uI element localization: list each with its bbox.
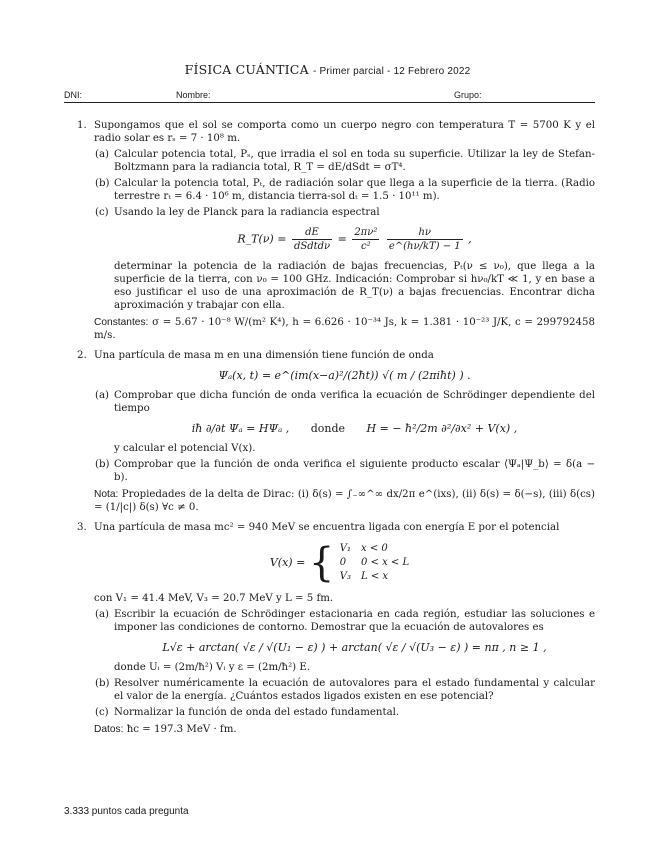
subquestion-3a	[94, 608, 595, 674]
data-note	[94, 723, 595, 736]
data-text: ħc = 197.3 MeV · fm.	[126, 724, 237, 735]
course-title: FÍSICA CUÁNTICA	[184, 62, 309, 77]
eq-equals: =	[337, 232, 347, 246]
question-number: 3.	[77, 522, 87, 533]
exam-content	[64, 119, 595, 743]
frac-bottom: c²	[361, 241, 371, 252]
eq-lhs: V(x) =	[269, 556, 306, 569]
eq-lhs: R_T(ν) =	[237, 232, 287, 246]
nombre-label: Nombre:	[176, 90, 211, 100]
subquestion-2a	[94, 389, 595, 455]
eq-end: ,	[468, 232, 472, 246]
student-info-row	[64, 90, 595, 103]
question-intro: Una partícula de masa m en una dimensión tiene función de onda	[94, 350, 434, 361]
schrodinger-equation	[114, 422, 595, 435]
exam-subtitle: - Primer parcial - 12 Febrero 2022	[313, 66, 471, 77]
sub-text: Usando la ley de Planck para la radiancia espectral	[114, 207, 380, 218]
sub-text: Normalizar la función de onda del estado fundamental.	[114, 707, 400, 718]
left-brace-icon: {	[308, 540, 335, 586]
constants-note	[94, 316, 595, 342]
grupo-label: Grupo:	[454, 90, 482, 100]
constants-text: σ = 5.67 · 10⁻⁸ W/(m² K⁴), h = 6.626 · 10⁻³⁴ Js, k = 1.381 · 10⁻²³ J/K, c = 299792458 m/s.	[94, 317, 595, 341]
eq-right: H = − ħ²/2m ∂²/∂x² + V(x) ,	[366, 422, 518, 435]
case-row	[340, 571, 417, 583]
question-number: 2.	[77, 350, 87, 361]
potential-cases	[338, 541, 419, 585]
sub-label: (c)	[95, 707, 109, 718]
sub-text: Comprobar que dicha función de onda verifica la ecuación de Schrödinger dependiente del tiempo	[114, 390, 595, 414]
sub-label: (a)	[95, 609, 110, 620]
constants-label: Constantes:	[94, 317, 149, 328]
eigenvalue-equation: L√ε + arctan( √ε / √(U₁ − ε) ) + arctan( √ε / √(U₃ − ε) ) = nπ , n ≥ 1 ,	[162, 641, 547, 654]
planck-equation	[114, 226, 595, 253]
question-3	[64, 521, 595, 736]
wavefunction-equation: Ψₐ(x, t) = e^(im(x−a)²/(2ħt)) √( m / (2πiħt) ) .	[218, 369, 471, 382]
points-footer: 3.333 puntos cada pregunta	[64, 806, 189, 817]
exam-title	[0, 62, 655, 77]
sub-label: (b)	[95, 178, 110, 189]
frac-bottom: e^(hν/kT) − 1	[388, 241, 461, 252]
subquestion-3c	[94, 706, 595, 719]
sub-text-continued: donde Uᵢ = (2m/ħ²) Vᵢ y ε = (2m/ħ²) E.	[114, 662, 311, 673]
subquestion-1c	[94, 206, 595, 312]
sub-text: Escribir la ecuación de Schrödinger estacionaria en cada región, estudiar las soluciones e imponer las condiciones de contorno. Demostrar que la ecuación de autovalores es	[114, 609, 595, 633]
frac-top: 2πν²	[354, 227, 378, 238]
sub-text: Comprobar que la función de onda verifica el siguiente producto escalar ⟨Ψₐ|Ψ_b⟩ = δ(a − b).	[114, 459, 595, 483]
subquestion-2b	[94, 458, 595, 484]
note-label: Nota:	[94, 489, 119, 500]
eq-fraction	[352, 226, 379, 253]
note-text: Propiedades de la delta de Dirac: (i) δ(s) = ∫₋∞^∞ dx/2π e^(ixs), (ii) δ(s) = δ(−s), (iii) δ(cs) = (1/|c|) δ(s) ∀c ≠ 0.	[94, 489, 595, 513]
eq-donde: donde	[310, 422, 346, 435]
frac-top: hν	[387, 226, 463, 240]
eq-fraction	[387, 226, 463, 253]
case-condition: 0 < x < L	[361, 557, 410, 568]
dni-label: DNI:	[64, 90, 82, 100]
frac-bottom: dSdtdν	[293, 241, 331, 252]
case-value: V₃	[339, 571, 351, 582]
case-value: V₁	[339, 543, 351, 554]
case-row	[340, 543, 417, 555]
sub-label: (a)	[95, 390, 110, 401]
frac-top: dE	[292, 226, 332, 240]
potential-equation	[94, 541, 595, 585]
potential-values: con V₁ = 41.4 MeV, V₃ = 20.7 MeV y L = 5 fm.	[94, 593, 334, 604]
data-label: Datos:	[94, 724, 124, 735]
eq-left: iħ ∂/∂t Ψₐ = HΨₐ ,	[191, 422, 290, 435]
eq-fraction	[292, 226, 332, 253]
sub-label: (b)	[95, 459, 110, 470]
case-value: 0	[339, 557, 347, 568]
sub-text-continued: determinar la potencia de la radiación de bajas frecuencias, Pₜ(ν ≤ ν₀), que llega a la superficie de la tierra, con ν₀ = 100 GHz. Indicación: Comprobar si hν₀/kT ≪ 1, y en base a eso justificar el uso de una aproximación de R_T(ν) a bajas frecuencias. Encontrar dicha aproximación y trabajar con ella.	[114, 261, 595, 311]
question-2	[64, 349, 595, 514]
sub-label: (c)	[95, 207, 109, 218]
sub-text: Calcular potencia total, Pₛ, que irradia el sol en toda su superficie. Utilizar la ley de Stefan-Boltzmann para la radiancia total, R_T = dE/dSdt = σT⁴.	[114, 149, 595, 173]
subquestion-1b	[94, 177, 595, 203]
dirac-note	[94, 488, 595, 514]
case-condition: x < 0	[361, 543, 388, 554]
subquestion-1a	[94, 148, 595, 174]
sub-label: (a)	[95, 149, 110, 160]
sub-text: Calcular la potencia total, Pₜ, de radiación solar que llega a la superficie de la tierra. (Radio terrestre rₜ = 6.4 · 10⁶ m, distancia tierra-sol dₜ = 1.5 · 10¹¹ m).	[114, 178, 595, 202]
sub-text-continued: y calcular el potencial V(x).	[114, 443, 256, 454]
question-intro: Supongamos que el sol se comporta como un cuerpo negro con temperatura T = 5700 K y el radio solar es rₛ = 7 · 10⁸ m.	[94, 120, 595, 144]
case-row	[340, 557, 417, 569]
question-number: 1.	[77, 120, 87, 131]
sub-text: Resolver numéricamente la ecuación de autovalores para el estado fundamental y calcular el valor de la energía. ¿Cuántos estados ligados existen en ese potencial?	[114, 678, 595, 702]
case-condition: L < x	[361, 571, 389, 582]
sub-label: (b)	[95, 678, 110, 689]
question-1	[64, 119, 595, 342]
subquestion-3b	[94, 677, 595, 703]
question-intro: Una partícula de masa mc² = 940 MeV se encuentra ligada con energía E por el potencial	[94, 522, 560, 533]
